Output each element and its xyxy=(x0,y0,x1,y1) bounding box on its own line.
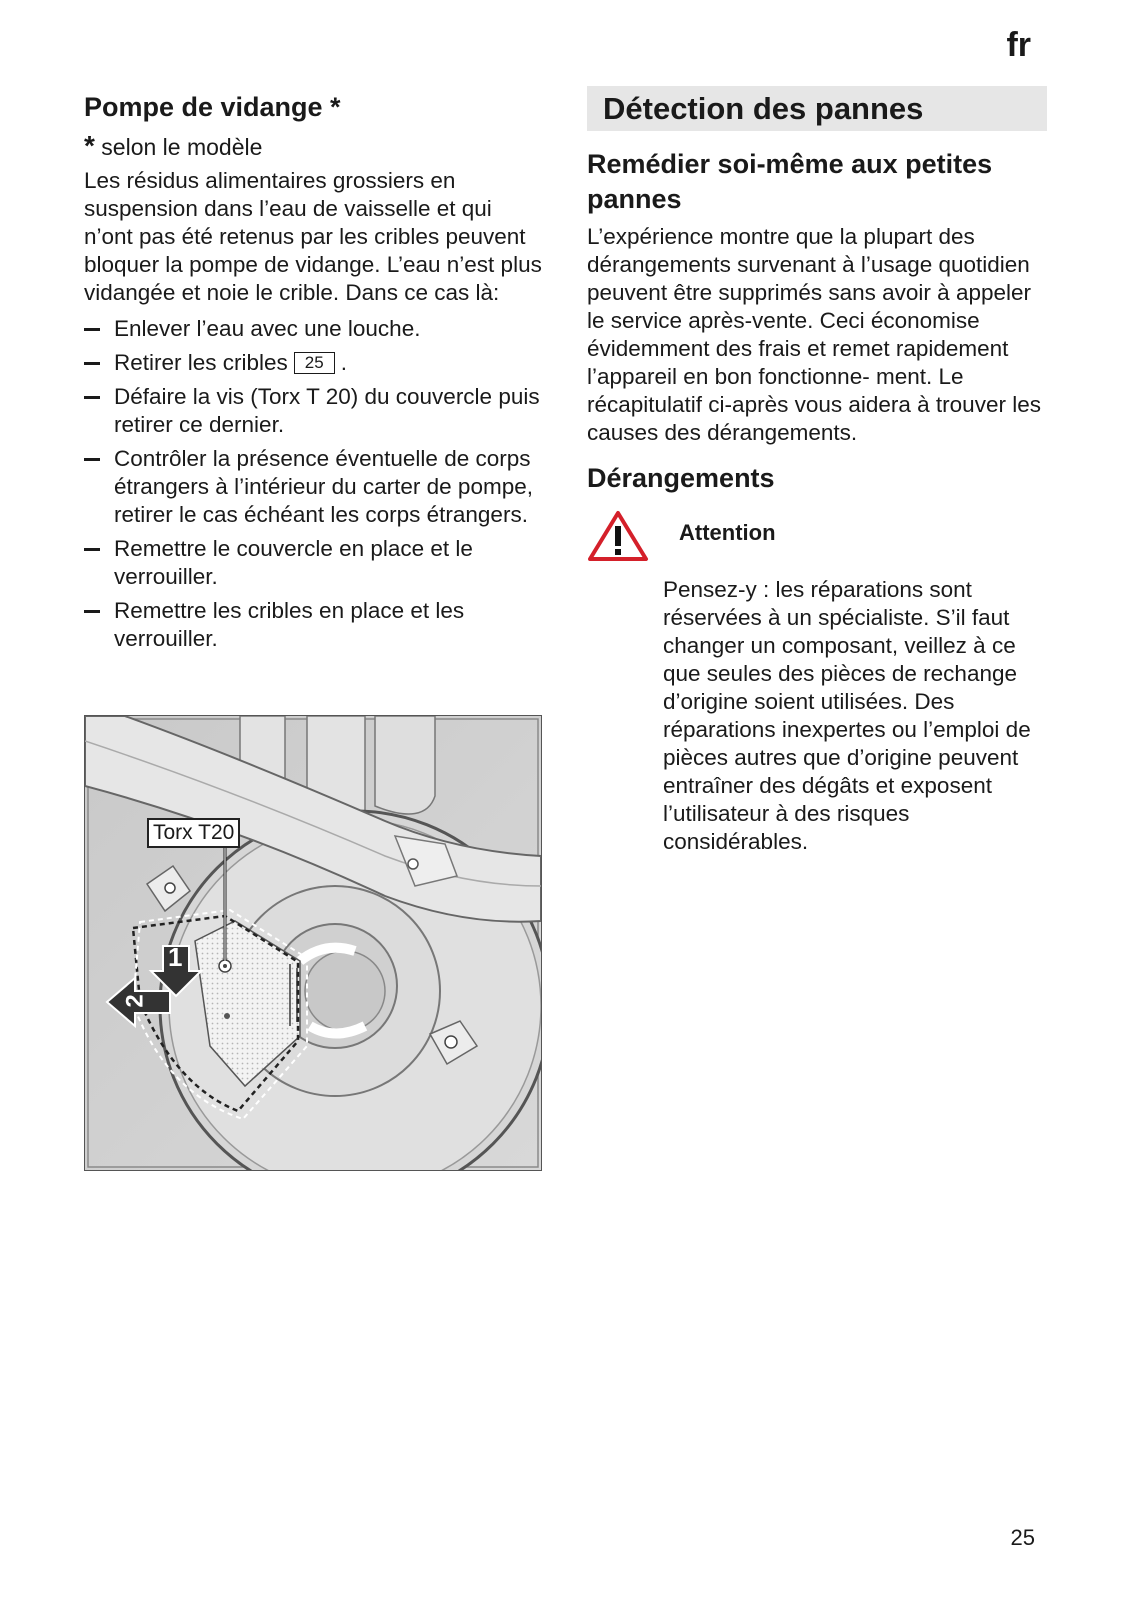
troubleshooting-section xyxy=(587,86,1047,856)
drain-pump-illustration xyxy=(84,715,542,1171)
step-suffix: . xyxy=(340,350,347,375)
torx-label: Torx T20 xyxy=(147,818,240,848)
dash-bullet-icon xyxy=(84,362,100,365)
step-text: Enlever l’eau avec une louche. xyxy=(114,316,421,341)
drain-pump-section xyxy=(84,88,544,659)
step-text: Remettre le couvercle en place et le verrouiller. xyxy=(114,536,473,589)
model-note xyxy=(84,132,544,161)
attention-text: Pensez-y : les réparations sont réservées à un spécialiste. S’il faut changer un composant, veillez à ce que seules des pièces de rechange d’origine soient utilisées. Des réparations inexpertes ou l’emploi de pièces autres que d’origine peuvent entraîner des dégâts et exposent l’utilisateur à des risques considérables. xyxy=(663,577,1031,854)
attention-label: Attention xyxy=(679,520,776,545)
page-reference-box: 25 xyxy=(294,352,335,374)
language-code: fr xyxy=(1006,26,1031,64)
step-text: Remettre les cribles en place et les verrouiller. xyxy=(114,598,465,651)
section-title-drain-pump: Pompe de vidange * xyxy=(84,92,341,122)
step-text: Défaire la vis (Torx T 20) du couvercle puis retirer ce dernier. xyxy=(114,384,540,437)
step-1-label: 1 xyxy=(168,942,183,972)
self-repair-text: L’expérience montre que la plupart des dérangements survenant à l’usage quotidien peuvent être supprimés sans avoir à appeler le service après-vente. Ceci économise évidemment des frais et remet rapidement l’appareil en bon fonctionne- ment. Le récapitulatif ci-après vous aidera à trouver les causes des dérangements. xyxy=(587,224,1041,445)
section-title-troubleshooting: Détection des pannes xyxy=(603,91,924,126)
step-2-label: 2 xyxy=(121,994,149,1008)
list-item xyxy=(84,349,544,377)
subsection-title-faults: Dérangements xyxy=(587,463,775,493)
list-item xyxy=(84,445,544,529)
footnote-star: * xyxy=(84,130,95,161)
step-text: Retirer les cribles xyxy=(114,350,288,375)
model-note-text: selon le modèle xyxy=(94,134,263,160)
steps-list xyxy=(84,315,544,653)
list-item xyxy=(84,315,544,343)
section-banner xyxy=(587,86,1047,131)
step-text: Contrôler la présence éventuelle de corps étrangers à l’intérieur du carter de pompe, retirer le cas échéant les corps étrangers. xyxy=(114,446,533,527)
list-item xyxy=(84,383,544,439)
dash-bullet-icon xyxy=(84,396,100,399)
pump-cover-drawing xyxy=(85,716,541,1170)
dash-bullet-icon xyxy=(84,328,100,331)
list-item xyxy=(84,535,544,591)
dash-bullet-icon xyxy=(84,610,100,613)
list-item xyxy=(84,597,544,653)
subsection-title-self-repair: Remédier soi-même aux petites pannes xyxy=(587,149,993,214)
attention-block xyxy=(587,506,1047,576)
page-number: 25 xyxy=(1010,1525,1035,1550)
dash-bullet-icon xyxy=(84,458,100,461)
dash-bullet-icon xyxy=(84,548,100,551)
drain-pump-intro: Les résidus alimentaires grossiers en suspension dans l’eau de vaisselle et qui n’ont pas été retenus par les cribles peuvent bloquer la pompe de vidange. L’eau n’est plus vidangée et noie le crible. Dans ce cas là: xyxy=(84,168,542,305)
warning-triangle-icon xyxy=(587,510,649,562)
